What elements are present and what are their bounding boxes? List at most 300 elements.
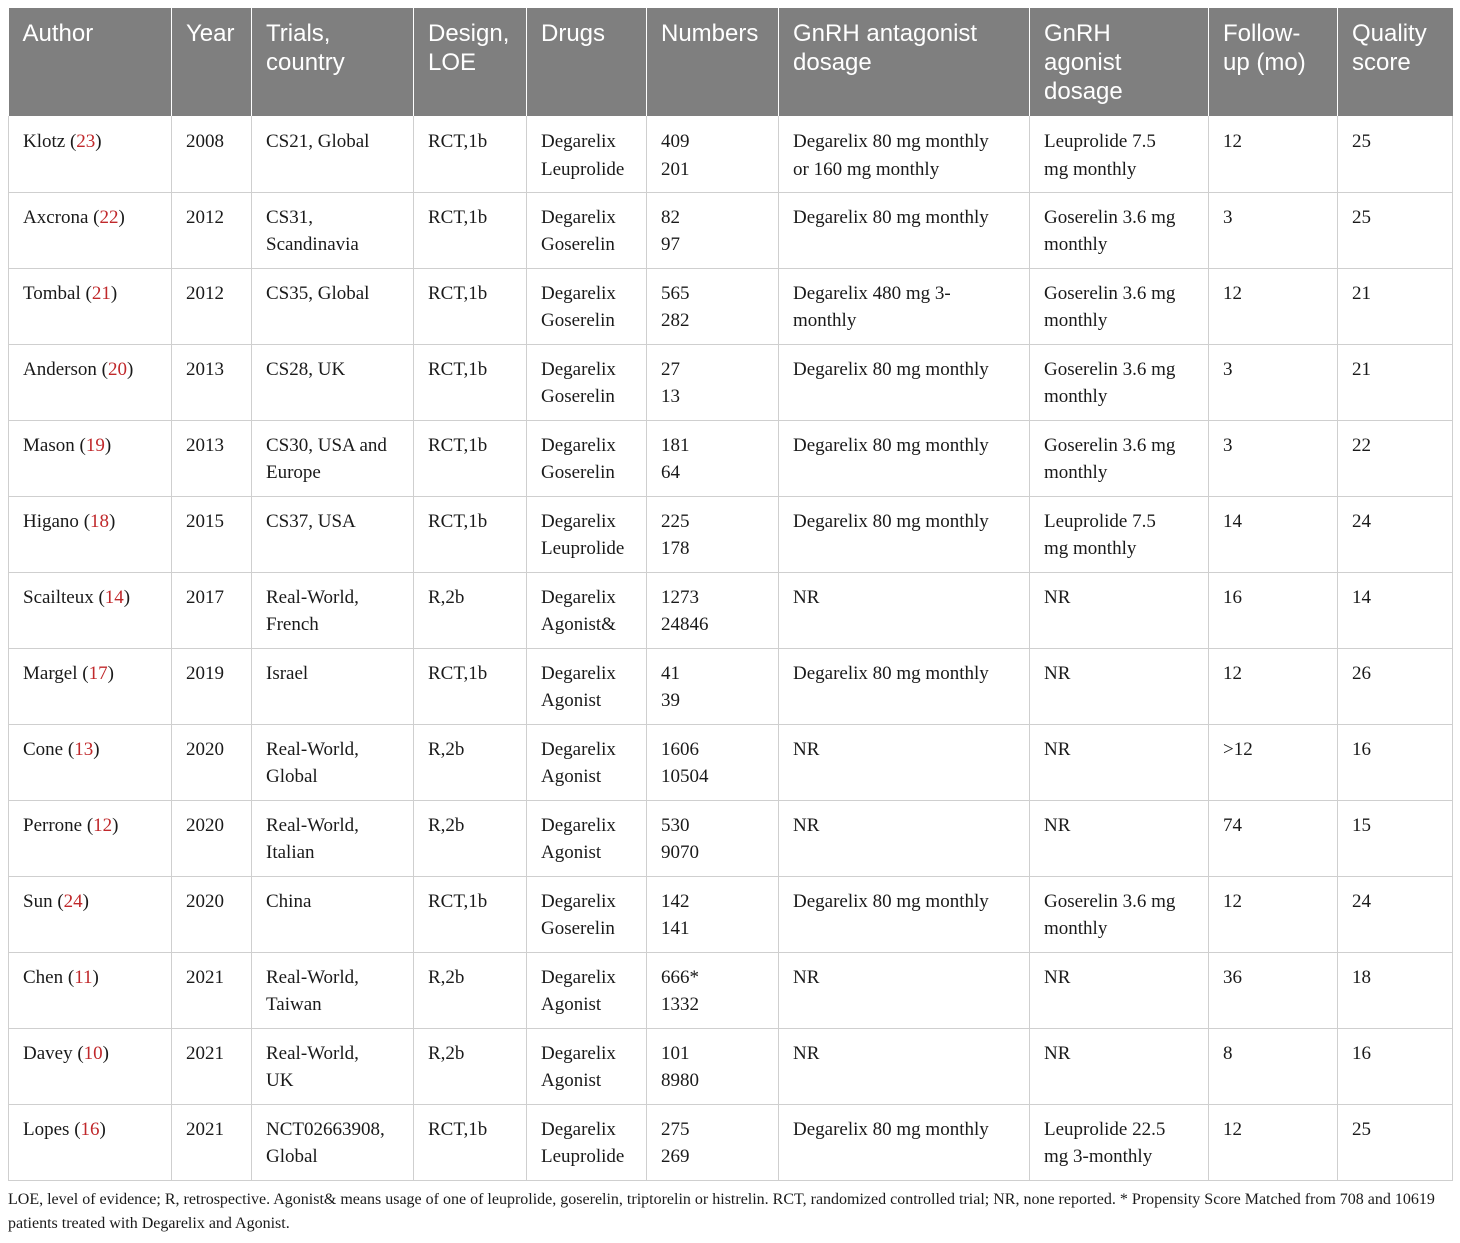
cell-trials-country	[252, 876, 414, 952]
cell-year: 2020	[172, 876, 252, 952]
study-characteristics-table	[8, 8, 1453, 1181]
cell-line: CS28, UK	[266, 358, 346, 380]
header-trials-country	[252, 8, 414, 116]
cell-quality-score: 24	[1338, 496, 1453, 572]
cell-line: Goserelin 3.6 mg	[1044, 890, 1176, 912]
cell-design-loe: RCT,1b	[414, 648, 527, 724]
cell-line: Agonist	[541, 1070, 602, 1091]
cell-antagonist-dosage	[779, 572, 1030, 648]
cell-line: mg monthly	[1044, 158, 1137, 180]
cell-line: 269	[661, 1146, 690, 1167]
cell-line: Europe	[266, 462, 321, 483]
cell-line: Numbers	[661, 20, 759, 47]
cell-author: Mason (19)	[9, 420, 172, 496]
table-row	[9, 572, 1453, 648]
cell-drugs	[527, 116, 647, 192]
cell-antagonist-dosage	[779, 952, 1030, 1028]
cell-line: 64	[661, 462, 680, 483]
cell-line: 282	[661, 310, 690, 331]
table-footnote: LOE, level of evidence; R, retrospective. Agonist& means usage of one of leuprolide, goserelin, triptorelin or histrelin. RCT, randomized controlled trial; NR, none reported. * Propensity Score Matched from 708 and 10619 patients treated with Degarelix and Agonist.	[8, 1191, 1435, 1232]
cell-line: Real-World,	[266, 586, 359, 608]
cell-line: Real-World,	[266, 814, 359, 836]
cell-quality-score: 24	[1338, 876, 1453, 952]
cell-line: Goserelin 3.6 mg	[1044, 358, 1176, 380]
cell-design-loe: R,2b	[414, 952, 527, 1028]
cell-line: dosage	[793, 49, 872, 76]
cell-line: Taiwan	[266, 994, 322, 1015]
cell-author: Perrone (12)	[9, 800, 172, 876]
cell-quality-score: 21	[1338, 344, 1453, 420]
reference-link[interactable]: 19	[85, 434, 105, 456]
cell-line: Goserelin	[541, 234, 615, 255]
cell-line: NR	[1044, 1042, 1071, 1064]
cell-follow-up: 3	[1209, 344, 1338, 420]
author-name: Scailteux	[23, 586, 94, 608]
table-row	[9, 420, 1453, 496]
cell-line: 41	[661, 662, 680, 684]
cell-drugs	[527, 344, 647, 420]
author-name: Cone	[23, 738, 64, 760]
cell-agonist-dosage	[1030, 1028, 1209, 1104]
cell-line: NR	[1044, 586, 1071, 608]
cell-line: Degarelix 80 mg monthly	[793, 434, 989, 456]
cell-design-loe: R,2b	[414, 724, 527, 800]
cell-antagonist-dosage	[779, 724, 1030, 800]
cell-author: Cone (13)	[9, 724, 172, 800]
table-row	[9, 1028, 1453, 1104]
cell-line: Degarelix 80 mg monthly	[793, 358, 989, 380]
cell-line: 27	[661, 358, 680, 380]
cell-design-loe: RCT,1b	[414, 496, 527, 572]
cell-quality-score: 26	[1338, 648, 1453, 724]
cell-line: 10504	[661, 766, 709, 787]
cell-trials-country	[252, 1104, 414, 1180]
cell-year: 2019	[172, 648, 252, 724]
cell-line: Degarelix	[541, 1042, 616, 1064]
cell-author: Chen (11)	[9, 952, 172, 1028]
cell-quality-score: 16	[1338, 724, 1453, 800]
cell-numbers	[647, 724, 779, 800]
header-design-loe	[414, 8, 527, 116]
cell-design-loe: R,2b	[414, 572, 527, 648]
cell-line: Goserelin 3.6 mg	[1044, 206, 1176, 228]
author-name: Lopes	[23, 1118, 70, 1140]
cell-agonist-dosage	[1030, 572, 1209, 648]
cell-line: Real-World,	[266, 738, 359, 760]
cell-follow-up: 8	[1209, 1028, 1338, 1104]
cell-line: LOE	[428, 49, 477, 76]
table-row	[9, 1104, 1453, 1180]
cell-line: 666*	[661, 966, 699, 988]
cell-antagonist-dosage	[779, 420, 1030, 496]
cell-line: Trials,	[266, 20, 331, 47]
cell-trials-country	[252, 572, 414, 648]
cell-line: dosage	[1044, 78, 1123, 105]
cell-line: Degarelix	[541, 1118, 616, 1140]
cell-drugs	[527, 268, 647, 344]
cell-line: Degarelix 80 mg monthly	[793, 131, 989, 152]
cell-agonist-dosage	[1030, 420, 1209, 496]
cell-trials-country	[252, 192, 414, 268]
table-row	[9, 800, 1453, 876]
cell-line: Leuprolide 7.5	[1044, 510, 1156, 532]
table-row	[9, 268, 1453, 344]
cell-follow-up: 16	[1209, 572, 1338, 648]
cell-line: CS35, Global	[266, 282, 370, 304]
cell-line: 565	[661, 282, 690, 304]
cell-line: Goserelin	[541, 918, 615, 939]
reference-link[interactable]: 10	[83, 1042, 103, 1064]
cell-numbers	[647, 572, 779, 648]
cell-year: 2008	[172, 116, 252, 192]
cell-numbers	[647, 268, 779, 344]
cell-quality-score: 14	[1338, 572, 1453, 648]
cell-line: CS31,	[266, 206, 313, 228]
table-row	[9, 496, 1453, 572]
cell-quality-score: 21	[1338, 268, 1453, 344]
cell-line: monthly	[793, 310, 857, 331]
cell-antagonist-dosage	[779, 876, 1030, 952]
cell-line: Agonist	[541, 690, 602, 711]
cell-numbers	[647, 116, 779, 192]
cell-year: 2015	[172, 496, 252, 572]
cell-follow-up: 12	[1209, 648, 1338, 724]
reference-link[interactable]: 16	[80, 1118, 100, 1140]
cell-line: country	[266, 49, 345, 76]
cell-year: 2021	[172, 1028, 252, 1104]
cell-line: UK	[266, 1070, 294, 1091]
cell-line: monthly	[1044, 386, 1108, 407]
cell-line: 24846	[661, 614, 709, 635]
cell-line: Agonist	[541, 994, 602, 1015]
cell-line: Degarelix	[541, 890, 616, 912]
reference-link[interactable]: 12	[93, 814, 113, 836]
header-quality-score	[1338, 8, 1453, 116]
cell-line: 82	[661, 206, 680, 228]
cell-line: up (mo)	[1223, 49, 1306, 76]
cell-numbers	[647, 1028, 779, 1104]
cell-line: Leuprolide 22.5	[1044, 1118, 1166, 1140]
cell-design-loe: R,2b	[414, 1028, 527, 1104]
cell-drugs	[527, 420, 647, 496]
cell-trials-country	[252, 648, 414, 724]
cell-agonist-dosage	[1030, 192, 1209, 268]
reference-link[interactable]: 23	[76, 131, 96, 152]
cell-author: Lopes (16)	[9, 1104, 172, 1180]
reference-link[interactable]: 13	[74, 738, 94, 760]
cell-line: French	[266, 614, 319, 635]
cell-line: 201	[661, 158, 690, 180]
cell-line: Degarelix	[541, 586, 616, 608]
cell-line: NR	[1044, 662, 1071, 684]
cell-line: 275	[661, 1118, 690, 1140]
cell-line: Drugs	[541, 20, 606, 47]
reference-link[interactable]: 14	[104, 586, 124, 608]
cell-follow-up: 36	[1209, 952, 1338, 1028]
reference-link[interactable]: 24	[63, 890, 83, 912]
cell-line: Follow-	[1223, 20, 1301, 47]
cell-line: 8980	[661, 1070, 699, 1091]
cell-line: Quality	[1352, 20, 1427, 47]
cell-agonist-dosage	[1030, 116, 1209, 192]
cell-line: NR	[793, 814, 820, 836]
reference-link[interactable]: 18	[90, 510, 110, 532]
table-body	[9, 116, 1453, 1180]
cell-follow-up: 3	[1209, 420, 1338, 496]
cell-year: 2017	[172, 572, 252, 648]
cell-follow-up: 12	[1209, 876, 1338, 952]
cell-agonist-dosage	[1030, 648, 1209, 724]
cell-line: 1273	[661, 586, 699, 608]
cell-line: Goserelin 3.6 mg	[1044, 434, 1176, 456]
cell-year: 2013	[172, 420, 252, 496]
cell-agonist-dosage	[1030, 344, 1209, 420]
cell-antagonist-dosage	[779, 800, 1030, 876]
cell-drugs	[527, 572, 647, 648]
cell-line: Real-World,	[266, 966, 359, 988]
cell-drugs	[527, 192, 647, 268]
cell-author: Davey (10)	[9, 1028, 172, 1104]
table-row	[9, 648, 1453, 724]
table-row	[9, 876, 1453, 952]
cell-line: Real-World,	[266, 1042, 359, 1064]
reference-link[interactable]: 22	[99, 206, 119, 228]
cell-year: 2020	[172, 724, 252, 800]
cell-line: Italian	[266, 842, 315, 863]
author-name: Anderson	[23, 358, 97, 380]
author-name: Chen	[23, 966, 64, 988]
header-row	[9, 8, 1453, 116]
table-row	[9, 344, 1453, 420]
cell-line: monthly	[1044, 310, 1108, 331]
cell-line: Global	[266, 1146, 318, 1167]
cell-follow-up: 12	[1209, 116, 1338, 192]
cell-agonist-dosage	[1030, 724, 1209, 800]
cell-year: 2021	[172, 1104, 252, 1180]
cell-antagonist-dosage	[779, 1028, 1030, 1104]
table-row	[9, 192, 1453, 268]
cell-design-loe: R,2b	[414, 800, 527, 876]
cell-author: Scailteux (14)	[9, 572, 172, 648]
cell-line: Degarelix	[541, 434, 616, 456]
reference-link[interactable]: 17	[88, 662, 108, 684]
cell-author: Sun (24)	[9, 876, 172, 952]
cell-author: Higano (18)	[9, 496, 172, 572]
cell-quality-score: 18	[1338, 952, 1453, 1028]
cell-numbers	[647, 800, 779, 876]
cell-agonist-dosage	[1030, 496, 1209, 572]
cell-follow-up: 3	[1209, 192, 1338, 268]
author-name: Mason	[23, 434, 75, 456]
cell-line: NR	[793, 586, 820, 608]
reference-link[interactable]: 21	[91, 282, 111, 304]
cell-line: Leuprolide	[541, 1146, 625, 1167]
cell-line: Degarelix	[541, 510, 616, 532]
cell-drugs	[527, 876, 647, 952]
study-table-container	[8, 8, 1452, 1181]
cell-line: Degarelix 80 mg monthly	[793, 662, 989, 684]
cell-line: Degarelix 80 mg monthly	[793, 206, 989, 228]
author-name: Davey	[23, 1042, 73, 1064]
cell-line: Degarelix 80 mg monthly	[793, 1118, 989, 1140]
cell-line: monthly	[1044, 918, 1108, 939]
cell-line: Degarelix	[541, 966, 616, 988]
cell-line: Degarelix	[541, 131, 616, 152]
table-row	[9, 952, 1453, 1028]
cell-trials-country	[252, 724, 414, 800]
cell-line: or 160 mg monthly	[793, 158, 940, 180]
cell-line: Global	[266, 766, 318, 787]
cell-trials-country	[252, 800, 414, 876]
cell-line: Agonist&	[541, 614, 616, 635]
cell-author: Anderson (20)	[9, 344, 172, 420]
cell-numbers	[647, 648, 779, 724]
cell-line: Degarelix	[541, 662, 616, 684]
cell-line: 1332	[661, 994, 699, 1015]
cell-antagonist-dosage	[779, 344, 1030, 420]
cell-quality-score: 15	[1338, 800, 1453, 876]
header-agonist-dosage	[1030, 8, 1209, 116]
cell-agonist-dosage	[1030, 268, 1209, 344]
cell-line: Agonist	[541, 766, 602, 787]
cell-year: 2020	[172, 800, 252, 876]
cell-follow-up: 14	[1209, 496, 1338, 572]
cell-line: Goserelin 3.6 mg	[1044, 282, 1176, 304]
cell-numbers	[647, 952, 779, 1028]
cell-numbers	[647, 496, 779, 572]
cell-author: Axcrona (22)	[9, 192, 172, 268]
cell-line: mg monthly	[1044, 538, 1137, 559]
cell-line: 178	[661, 538, 690, 559]
cell-line: 13	[661, 386, 680, 407]
header-author	[9, 8, 172, 116]
reference-link[interactable]: 11	[74, 966, 93, 988]
cell-agonist-dosage	[1030, 952, 1209, 1028]
cell-follow-up: 12	[1209, 268, 1338, 344]
cell-line: 97	[661, 234, 680, 255]
cell-antagonist-dosage	[779, 648, 1030, 724]
cell-numbers	[647, 420, 779, 496]
cell-trials-country	[252, 116, 414, 192]
cell-year: 2013	[172, 344, 252, 420]
cell-line: Leuprolide	[541, 158, 625, 180]
author-name: Klotz	[23, 131, 66, 152]
cell-follow-up: >12	[1209, 724, 1338, 800]
cell-line: 141	[661, 918, 690, 939]
author-name: Higano	[23, 510, 79, 532]
cell-numbers	[647, 192, 779, 268]
cell-line: 409	[661, 131, 690, 152]
cell-antagonist-dosage	[779, 192, 1030, 268]
author-name: Perrone	[23, 814, 83, 836]
cell-line: Degarelix	[541, 738, 616, 760]
cell-line: GnRH antagonist	[793, 20, 978, 47]
cell-design-loe: RCT,1b	[414, 116, 527, 192]
cell-antagonist-dosage	[779, 116, 1030, 192]
cell-follow-up: 74	[1209, 800, 1338, 876]
cell-design-loe: RCT,1b	[414, 1104, 527, 1180]
cell-drugs	[527, 724, 647, 800]
cell-quality-score: 25	[1338, 192, 1453, 268]
cell-line: CS37, USA	[266, 510, 356, 532]
cell-line: Year	[186, 20, 235, 47]
cell-drugs	[527, 1104, 647, 1180]
cell-line: Author	[22, 20, 94, 47]
cell-antagonist-dosage	[779, 268, 1030, 344]
cell-line: 101	[661, 1042, 690, 1064]
cell-trials-country	[252, 420, 414, 496]
cell-drugs	[527, 1028, 647, 1104]
cell-line: Degarelix 80 mg monthly	[793, 890, 989, 912]
cell-line: agonist	[1044, 49, 1122, 76]
cell-line: 181	[661, 434, 690, 456]
cell-design-loe: RCT,1b	[414, 420, 527, 496]
cell-author: Klotz (23)	[9, 116, 172, 192]
cell-line: Degarelix	[541, 282, 616, 304]
cell-line: NR	[793, 966, 820, 988]
cell-trials-country	[252, 268, 414, 344]
author-name: Tombal	[23, 282, 81, 304]
cell-line: monthly	[1044, 462, 1108, 483]
cell-trials-country	[252, 496, 414, 572]
author-name: Margel	[23, 662, 78, 684]
cell-line: monthly	[1044, 234, 1108, 255]
cell-trials-country	[252, 1028, 414, 1104]
cell-line: Scandinavia	[266, 234, 359, 255]
cell-line: NCT02663908,	[266, 1118, 385, 1140]
cell-follow-up: 12	[1209, 1104, 1338, 1180]
cell-line: score	[1352, 49, 1411, 76]
cell-author: Tombal (21)	[9, 268, 172, 344]
header-drugs	[527, 8, 647, 116]
cell-drugs	[527, 952, 647, 1028]
cell-line: China	[266, 890, 312, 912]
cell-design-loe: RCT,1b	[414, 344, 527, 420]
cell-line: NR	[793, 738, 820, 760]
cell-line: 225	[661, 510, 690, 532]
cell-design-loe: RCT,1b	[414, 268, 527, 344]
cell-line: NR	[1044, 738, 1071, 760]
cell-year: 2012	[172, 192, 252, 268]
cell-antagonist-dosage	[779, 496, 1030, 572]
cell-line: NR	[793, 1042, 820, 1064]
cell-quality-score: 25	[1338, 116, 1453, 192]
cell-design-loe: RCT,1b	[414, 192, 527, 268]
cell-quality-score: 16	[1338, 1028, 1453, 1104]
cell-line: Agonist	[541, 842, 602, 863]
cell-line: Degarelix	[541, 814, 616, 836]
cell-trials-country	[252, 344, 414, 420]
table-row	[9, 724, 1453, 800]
cell-line: Degarelix	[541, 206, 616, 228]
cell-line: 9070	[661, 842, 699, 863]
reference-link[interactable]: 20	[107, 358, 127, 380]
cell-quality-score: 22	[1338, 420, 1453, 496]
header-numbers	[647, 8, 779, 116]
cell-year: 2012	[172, 268, 252, 344]
cell-line: Leuprolide	[541, 538, 625, 559]
cell-line: 39	[661, 690, 680, 711]
cell-agonist-dosage	[1030, 1104, 1209, 1180]
cell-line: Degarelix	[541, 358, 616, 380]
cell-drugs	[527, 800, 647, 876]
cell-numbers	[647, 876, 779, 952]
header-follow-up	[1209, 8, 1338, 116]
cell-line: Design,	[428, 20, 510, 47]
cell-drugs	[527, 648, 647, 724]
cell-line: mg 3-monthly	[1044, 1146, 1153, 1167]
cell-line: Leuprolide 7.5	[1044, 131, 1156, 152]
